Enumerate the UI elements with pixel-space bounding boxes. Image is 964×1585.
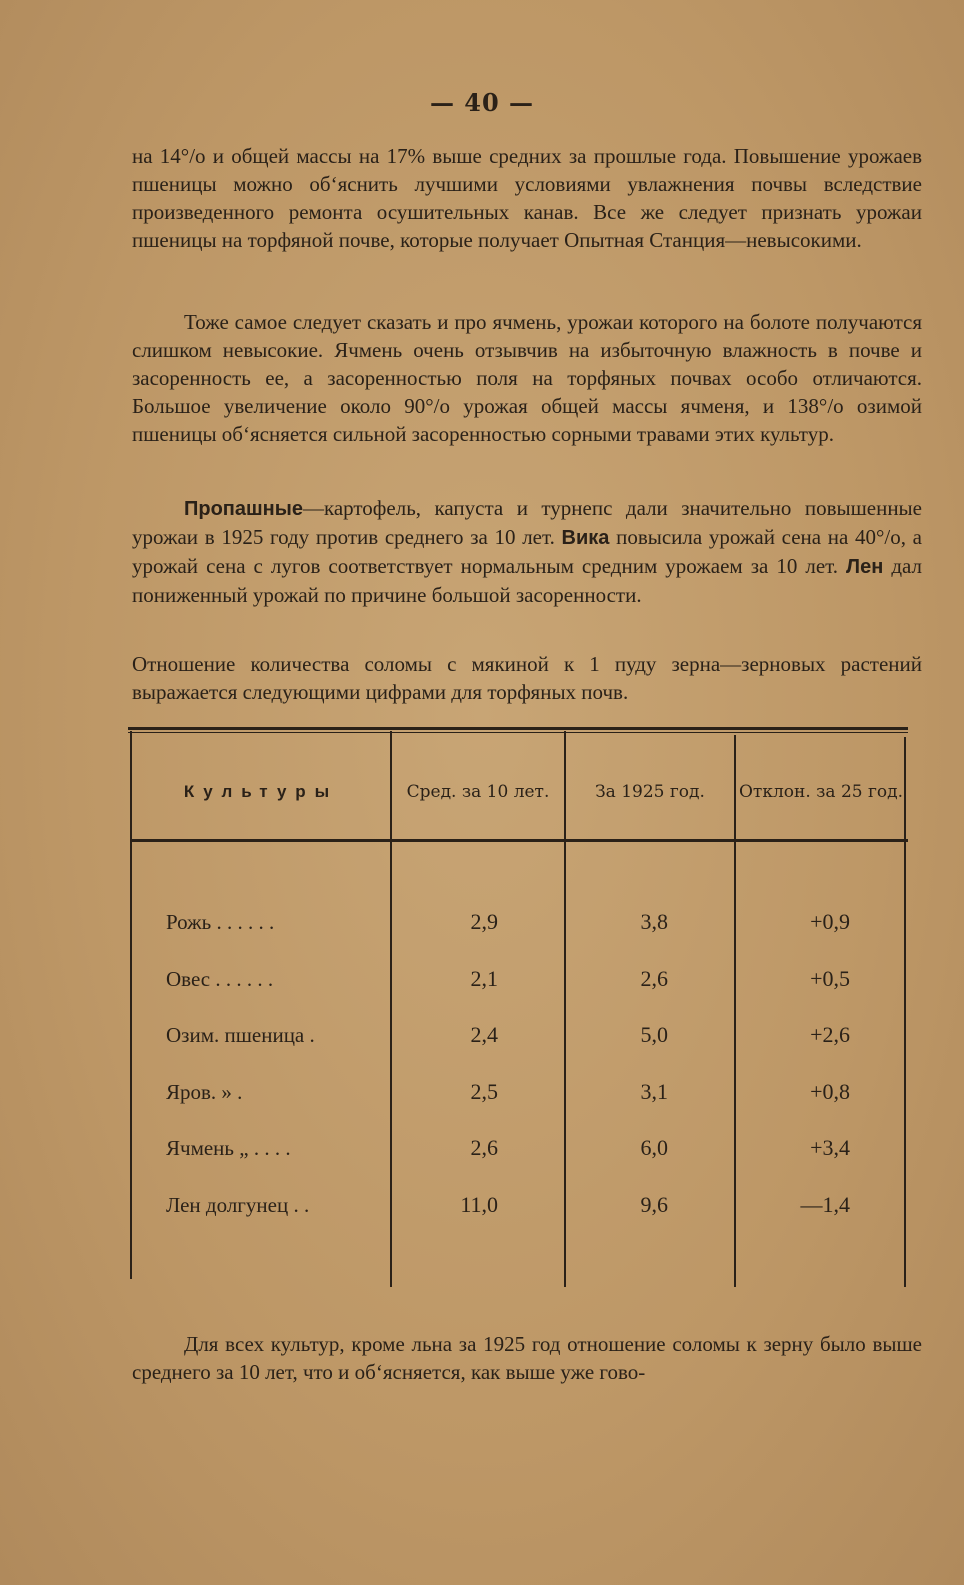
table-row	[128, 959, 908, 999]
crop-name: Ячмень „ . . . .	[166, 1136, 291, 1160]
paragraph-4	[132, 650, 922, 706]
avg-value: 2,4	[470, 1022, 498, 1047]
avg-value: 2,9	[470, 909, 498, 934]
table-row	[128, 1128, 908, 1168]
value-1925: 6,0	[640, 1135, 668, 1160]
avg-value: 2,1	[470, 966, 498, 991]
avg-value: 2,6	[470, 1135, 498, 1160]
paragraph-3-part-a: —картофель, капуста и турнепс дали значительно повышенные урожаи в 1925 году против среднего за 10 лет.	[132, 496, 922, 549]
value-1925: 5,0	[640, 1022, 668, 1047]
paragraph-5	[132, 1330, 922, 1386]
deviation-value: +0,5	[810, 966, 850, 991]
deviation-value: +0,9	[810, 909, 850, 934]
value-1925: 2,6	[640, 966, 668, 991]
header-1925: За 1925 год.	[595, 782, 705, 802]
term-vika: Вика	[561, 527, 610, 549]
table-row	[128, 902, 908, 942]
value-1925: 9,6	[640, 1192, 668, 1217]
header-crops: Культуры	[183, 782, 339, 801]
term-propashnye: Пропашные	[184, 498, 303, 520]
paragraph-2	[132, 308, 922, 448]
table-row	[128, 1185, 908, 1225]
paragraph-1-text: на 14°/о и общей массы на 17% выше средних за прошлые года. Повышение урожаев пшеницы можно об‘яснить лучшими условиями увлажнения почвы вследствие произведенного ремонта осушительных канав. Все же следует признать урожаи пшеницы на торфяной почве, которые получает Опытная Станция—невысокими.	[132, 144, 922, 252]
deviation-value: +2,6	[810, 1022, 850, 1047]
value-1925: 3,8	[640, 909, 668, 934]
crop-name: Овес . . . . . .	[166, 967, 274, 991]
header-avg-10-years: Сред. за 10 лет.	[406, 782, 550, 802]
crop-name: Рожь . . . . . .	[166, 910, 275, 934]
paragraph-2-text: Тоже самое следует сказать и про ячмень, урожаи которого на болоте получаются слишком невысокие. Ячмень очень отзывчив на избыточную влажность в почве и засоренность ее, а засоренностью поля на торфяных почвах особо отличаются. Большое увеличение около 90°/о урожая общей массы ячменя, и 138°/о озимой пшеницы об‘ясняется сильной засоренностью сорными травами этих культур.	[132, 310, 922, 446]
table-top-rule-thin	[128, 732, 908, 733]
deviation-value: +3,4	[810, 1135, 850, 1160]
paragraph-3	[132, 494, 922, 609]
table-row	[128, 1015, 908, 1055]
deviation-value: +0,8	[810, 1079, 850, 1104]
paragraph-5-text: Для всех культур, кроме льна за 1925 год отношение соломы к зерну было выше среднего за 10 лет, что и об‘ясняется, как выше уже гово-	[132, 1332, 922, 1384]
crop-name: Озим. пшеница .	[166, 1023, 315, 1047]
table-header-rule	[132, 839, 908, 842]
avg-value: 2,5	[470, 1079, 498, 1104]
avg-value: 11,0	[460, 1192, 498, 1217]
ratio-table	[128, 727, 910, 1297]
crop-name: Яров. » .	[166, 1080, 243, 1104]
table-row	[128, 1072, 908, 1112]
crop-name: Лен долгунец . .	[166, 1193, 310, 1217]
page-number: — 40 —	[429, 88, 535, 117]
paragraph-1	[132, 142, 922, 254]
deviation-value: —1,4	[800, 1192, 850, 1217]
paragraph-4-text: Отношение количества соломы с мякиной к 1 пуду зерна—зерновых растений выражается следующими цифрами для торфяных почв.	[132, 652, 922, 704]
header-deviation: Отклон. за 25 год.	[739, 782, 903, 802]
value-1925: 3,1	[640, 1079, 668, 1104]
paragraph-3-text	[132, 494, 922, 609]
paragraph-3-part-c: дал пониженный урожай по причине большой засоренности.	[132, 554, 922, 607]
paragraph-3-part-b: повысила урожай сена на 40°/о, а урожай сена с лугов соответствует нормальным средним урожаем за 10 лет.	[132, 525, 922, 578]
term-len: Лен	[846, 556, 884, 578]
table-top-rule	[128, 727, 908, 730]
